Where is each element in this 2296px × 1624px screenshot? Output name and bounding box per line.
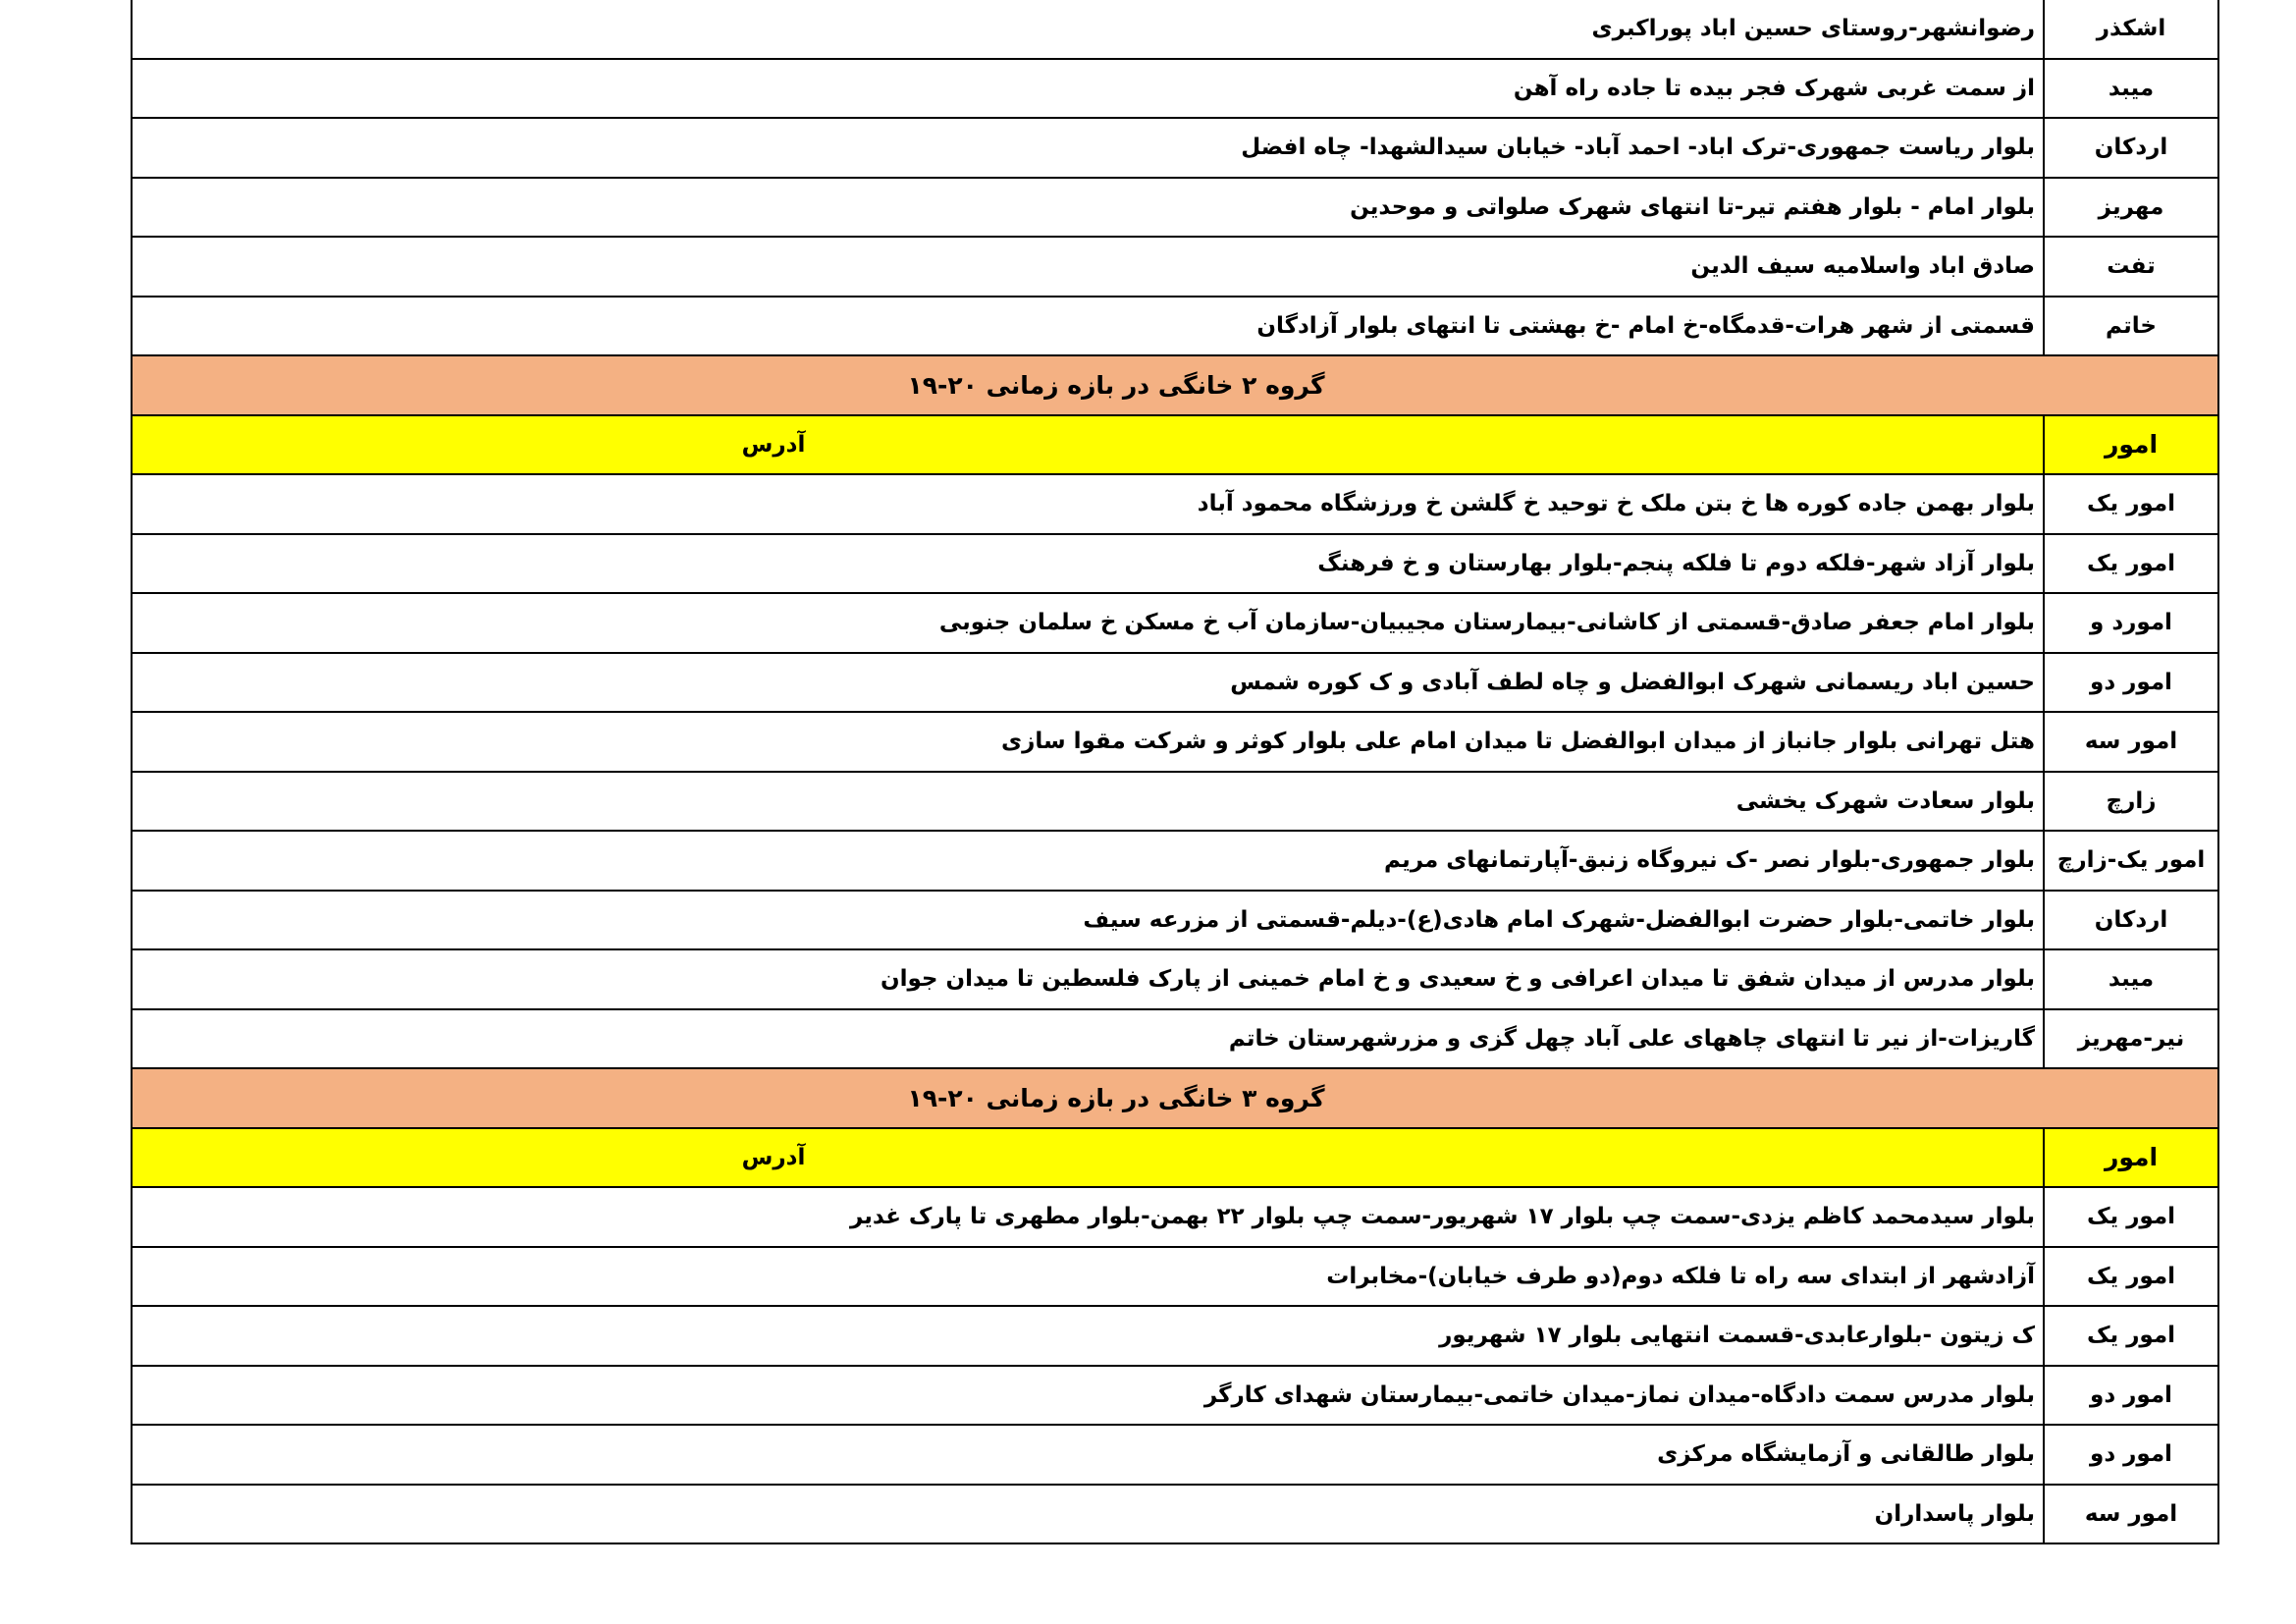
- area-cell: امورد و: [2044, 593, 2218, 653]
- area-cell: اردکان: [2044, 118, 2218, 178]
- address-cell: بلوار خاتمی-بلوار حضرت ابوالفضل-شهرک امام هادی(ع)-دیلم-قسمتی از مزرعه سیف: [132, 891, 2044, 950]
- area-cell: امور سه: [2044, 712, 2218, 772]
- group3-title-row: [132, 1068, 2218, 1128]
- table-row: [132, 1425, 2218, 1485]
- area-cell: میبد: [2044, 949, 2218, 1009]
- area-cell: امور یک-زارچ: [2044, 831, 2218, 891]
- area-cell: میبد: [2044, 59, 2218, 119]
- table-row: [132, 297, 2218, 356]
- address-cell: بلوار امام - بلوار هفتم تیر-تا انتهای شهرک صلواتی و موحدین: [132, 178, 2044, 238]
- area-cell: مهریز: [2044, 178, 2218, 238]
- address-cell: بلوار سعادت شهرک یخشی: [132, 772, 2044, 832]
- area-cell: امور دو: [2044, 653, 2218, 713]
- area-cell: اشکذر: [2044, 0, 2218, 59]
- table-row: [132, 474, 2218, 534]
- group2-address-header-text: آدرس: [741, 431, 806, 458]
- table-row: [132, 831, 2218, 891]
- address-cell: بلوار امام جعفر صادق-قسمتی از کاشانی-بیمارستان مجیبیان-سازمان آب خ مسکن خ سلمان جنوبی: [132, 593, 2044, 653]
- area-cell: نیر-مهریز: [2044, 1009, 2218, 1069]
- table-row: [132, 1247, 2218, 1307]
- area-cell: امور یک: [2044, 474, 2218, 534]
- address-cell: صادق اباد واسلامیه سیف الدین: [132, 237, 2044, 297]
- group3-title-text: گروه ۳ خانگی در بازه زمانی ۲۰-۱۹: [907, 1083, 1325, 1112]
- address-cell: قسمتی از شهر هرات-قدمگاه-خ امام -خ بهشتی تا انتهای بلوار آزادگان: [132, 297, 2044, 356]
- address-cell: بلوار سیدمحمد کاظم یزدی-سمت چپ بلوار ۱۷ شهریور-سمت چپ بلوار ۲۲ بهمن-بلوار مطهری تا پارک غدیر: [132, 1187, 2044, 1247]
- table-row: [132, 237, 2218, 297]
- group3-title: [132, 1068, 2218, 1128]
- area-cell: امور یک: [2044, 1187, 2218, 1247]
- address-cell: بلوار آزاد شهر-فلکه دوم تا فلکه پنجم-بلوار بهارستان و خ فرهنگ: [132, 534, 2044, 594]
- table-row: [132, 118, 2218, 178]
- address-cell: بلوار مدرس سمت دادگاه-میدان نماز-میدان خاتمی-بیمارستان شهدای کارگر: [132, 1366, 2044, 1426]
- group2-title-text: گروه ۲ خانگی در بازه زمانی ۲۰-۱۹: [907, 370, 1325, 400]
- address-cell: بلوار ریاست جمهوری-ترک اباد- احمد آباد- خیابان سیدالشهدا- چاه افضل: [132, 118, 2044, 178]
- table-row: [132, 1366, 2218, 1426]
- address-cell: حسین اباد ریسمانی شهرک ابوالفضل و چاه لطف آبادی و ک کوره شمس: [132, 653, 2044, 713]
- area-cell: امور یک: [2044, 1306, 2218, 1366]
- table-row: [132, 712, 2218, 772]
- group2-header-row: [132, 415, 2218, 475]
- table-row: [132, 949, 2218, 1009]
- address-cell: بلوار طالقانی و آزمایشگاه مرکزی: [132, 1425, 2044, 1485]
- address-cell: ک زیتون -بلوارعابدی-قسمت انتهایی بلوار ۱۷ شهریور: [132, 1306, 2044, 1366]
- area-cell: خاتم: [2044, 297, 2218, 356]
- area-cell: امور دو: [2044, 1366, 2218, 1426]
- group3-address-header-text: آدرس: [741, 1144, 806, 1170]
- group3-area-header: امور: [2044, 1128, 2218, 1188]
- outage-schedule-table: [131, 0, 2219, 1544]
- table-row: [132, 653, 2218, 713]
- group2-area-header: امور: [2044, 415, 2218, 475]
- table-row: [132, 534, 2218, 594]
- table-row: [132, 0, 2218, 59]
- group3-address-header: [132, 1128, 2044, 1188]
- area-cell: امور یک: [2044, 1247, 2218, 1307]
- table-row: [132, 1306, 2218, 1366]
- address-cell: از سمت غربی شهرک فجر بیده تا جاده راه آهن: [132, 59, 2044, 119]
- address-cell: گاریزات-از نیر تا انتهای چاههای علی آباد چهل گزی و مزرشهرستان خاتم: [132, 1009, 2044, 1069]
- table-row: [132, 772, 2218, 832]
- group3-header-row: [132, 1128, 2218, 1188]
- table-row: [132, 891, 2218, 950]
- address-cell: آزادشهر از ابتدای سه راه تا فلکه دوم(دو طرف خیابان)-مخابرات: [132, 1247, 2044, 1307]
- area-cell: زارچ: [2044, 772, 2218, 832]
- address-cell: بلوار بهمن جاده کوره ها خ بتن ملک خ توحید خ گلشن خ ورزشگاه محمود آباد: [132, 474, 2044, 534]
- area-cell: امور سه: [2044, 1485, 2218, 1544]
- address-cell: بلوار پاسداران: [132, 1485, 2044, 1544]
- table-row: [132, 593, 2218, 653]
- table-row: [132, 59, 2218, 119]
- group2-address-header: [132, 415, 2044, 475]
- address-cell: بلوار مدرس از میدان شفق تا میدان اعرافی و خ سعیدی و خ امام خمینی از پارک فلسطین تا میدان جوان: [132, 949, 2044, 1009]
- area-cell: امور دو: [2044, 1425, 2218, 1485]
- area-cell: تفت: [2044, 237, 2218, 297]
- address-cell: هتل تهرانی بلوار جانباز از میدان ابوالفضل تا میدان امام علی بلوار کوثر و شرکت مقوا سازی: [132, 712, 2044, 772]
- address-cell: رضوانشهر-روستای حسین اباد پوراکبری: [132, 0, 2044, 59]
- table-row: [132, 178, 2218, 238]
- table-row: [132, 1187, 2218, 1247]
- area-cell: اردکان: [2044, 891, 2218, 950]
- group2-title-row: [132, 355, 2218, 415]
- group2-title: [132, 355, 2218, 415]
- area-cell: امور یک: [2044, 534, 2218, 594]
- address-cell: بلوار جمهوری-بلوار نصر -ک نیروگاه زنبق-آپارتمانهای مریم: [132, 831, 2044, 891]
- table-row: [132, 1485, 2218, 1544]
- table-row: [132, 1009, 2218, 1069]
